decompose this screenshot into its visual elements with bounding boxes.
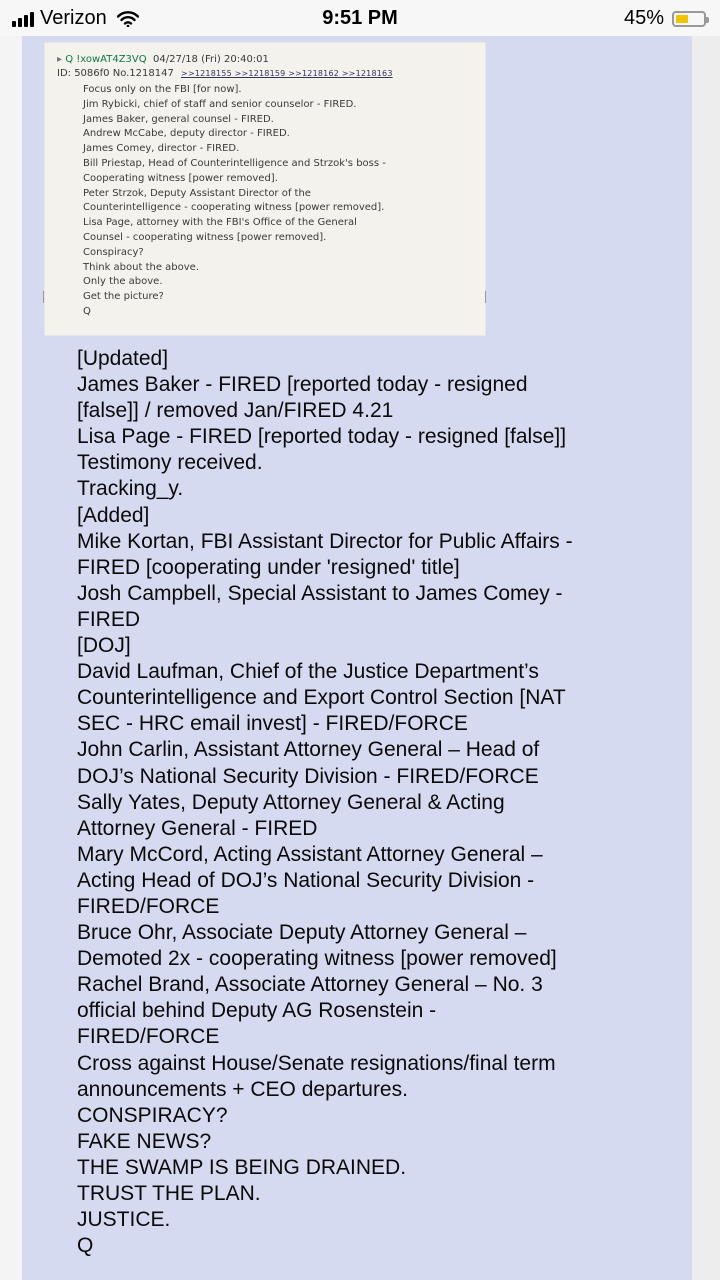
body-line: Attorney General - FIRED (77, 816, 318, 840)
embedded-line: Focus only on the FBI [for now]. (83, 84, 242, 95)
body-line: [false]] / removed Jan/FIRED 4.21 (77, 399, 394, 423)
embedded-post-screenshot (44, 42, 486, 336)
battery-percent: 45% (623, 7, 664, 29)
body-line: Mike Kortan, FBI Assistant Director for Public Affairs - (77, 529, 573, 553)
body-line: Counterintelligence and Export Control Section [NAT (77, 686, 566, 710)
poster-name: Q !xowAT4Z3VQ (65, 54, 147, 65)
body-line: Q (77, 1234, 94, 1258)
status-right (624, 7, 706, 30)
embedded-post-body (83, 83, 386, 320)
body-line: Sally Yates, Deputy Attorney General & Acting (77, 790, 505, 814)
body-line: [DOJ] (77, 634, 131, 658)
body-line: [Updated] (77, 347, 169, 370)
body-line: SEC - HRC email invest] - FIRED/FORCE (77, 712, 468, 736)
embedded-line: Counterintelligence - cooperating witness [power removed]. (83, 202, 385, 214)
body-line: Tracking_y. (77, 477, 184, 501)
embedded-line: Peter Strzok, Deputy Assistant Director of the (83, 187, 311, 199)
body-line: [Added] (77, 503, 150, 527)
embedded-line: Lisa Page, attorney with the FBI's Office of the General (83, 217, 357, 229)
post-date: 04/27/18 (Fri) 20:40:01 (153, 54, 269, 65)
body-line: JUSTICE. (77, 1208, 171, 1232)
body-line: Demoted 2x - cooperating witness [power removed] (77, 947, 557, 971)
body-line: CONSPIRACY? (77, 1103, 228, 1127)
embedded-line: Bill Priestap, Head of Counterintelligence and Strzok's boss - (83, 157, 386, 169)
embedded-line: Q (83, 305, 91, 317)
embedded-line: Only the above. (83, 276, 163, 288)
post-body (77, 346, 677, 1259)
body-line: David Laufman, Chief of the Justice Department’s (77, 660, 539, 684)
body-line: FIRED/FORCE (77, 894, 220, 918)
embedded-line: Conspiracy? (83, 246, 144, 258)
body-line: announcements + CEO departures. (77, 1077, 408, 1101)
embedded-line: Think about the above. (83, 261, 199, 273)
body-line: Testimony received. (77, 451, 263, 475)
battery-icon (672, 11, 706, 27)
embedded-line: Jim Rybicki, chief of staff and senior counselor - FIRED. (83, 98, 357, 110)
body-line: Josh Campbell, Special Assistant to James Comey - (77, 581, 563, 605)
status-bar (0, 0, 720, 36)
body-line: THE SWAMP IS BEING DRAINED. (77, 1155, 407, 1179)
embedded-line: James Comey, director - FIRED. (83, 143, 240, 155)
embedded-line: Cooperating witness [power removed]. (83, 172, 278, 184)
body-line: Bruce Ohr, Associate Deputy Attorney General – (77, 921, 527, 945)
embedded-line: Andrew McCabe, deputy director - FIRED. (83, 128, 290, 140)
body-line: John Carlin, Assistant Attorney General – Head of (77, 738, 540, 762)
body-line: official behind Deputy AG Rosenstein - (77, 999, 437, 1023)
right-margin (692, 36, 720, 1280)
body-line: DOJ’s National Security Division - FIRED/FORCE (77, 764, 539, 788)
body-line: James Baker - FIRED [reported today - resigned (77, 373, 528, 397)
body-line: Cross against House/Senate resignations/final term (77, 1051, 556, 1075)
embedded-line: Get the picture? (83, 291, 164, 303)
body-line: FIRED/FORCE (77, 1025, 220, 1049)
clock: 9:51 PM (322, 7, 398, 29)
body-line: FAKE NEWS? (77, 1129, 212, 1153)
post-id: ID: 5086f0 No.1218147 (57, 68, 174, 79)
embedded-post-header: ▸ Q !xowAT4Z3VQ 04/27/18 (Fri) 20:40:01 ID: 5086f0 No.1218147 >>1218155 >>1218159 >>1218162 >>1218163 (57, 54, 393, 79)
embedded-line: Counsel - cooperating witness [power removed]. (83, 231, 327, 243)
body-line: FIRED (77, 607, 140, 631)
reply-links[interactable]: >>1218155 >>1218159 >>1218162 >>1218163 (181, 69, 393, 78)
body-line: Acting Head of DOJ’s National Security Division - (77, 868, 535, 892)
left-margin (0, 36, 22, 1280)
battery-fill (676, 15, 688, 23)
body-line: FIRED [cooperating under 'resigned' title] (77, 555, 460, 579)
body-line: Rachel Brand, Associate Attorney General – No. 3 (77, 973, 543, 997)
embedded-line: James Baker, general counsel - FIRED. (83, 113, 274, 125)
carrier-label: Verizon (40, 7, 107, 29)
body-line: Mary McCord, Acting Assistant Attorney General – (77, 842, 543, 866)
body-line: Lisa Page - FIRED [reported today - resigned [false]] (77, 425, 567, 449)
body-line: TRUST THE PLAN. (77, 1182, 261, 1205)
